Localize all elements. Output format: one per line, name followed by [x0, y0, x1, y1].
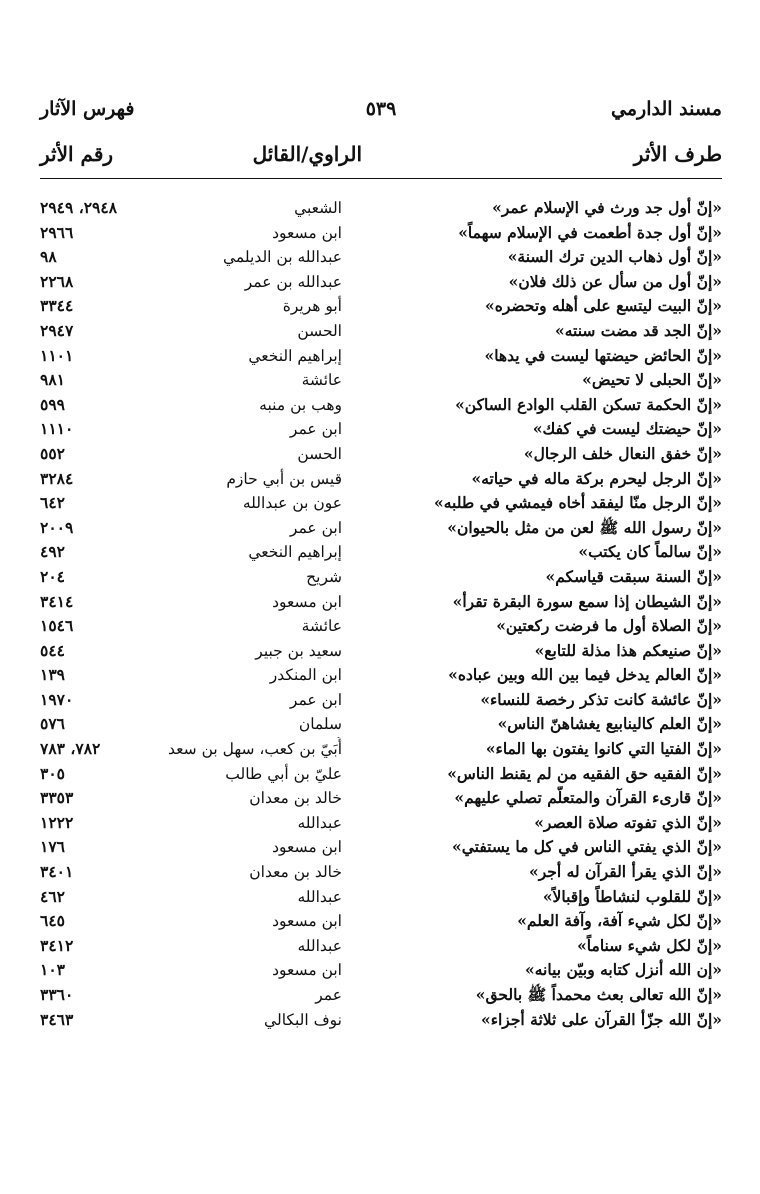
rawi-text: إبراهيم النخعي — [248, 346, 342, 365]
athar-text: «إنّ حيضتك ليست في كفك» — [532, 419, 722, 439]
section-title: فهرس الآثار — [40, 98, 135, 120]
table-row — [40, 934, 722, 959]
athar-number: ٦٤٢ — [40, 493, 65, 513]
athar-number: ٣٤١٤ — [40, 591, 74, 611]
rawi-text: ابن مسعود — [272, 912, 342, 931]
rawi-text: ابن مسعود — [272, 961, 342, 980]
table-row — [40, 786, 722, 811]
athar-text: «إنّ لكل شيء سناماً» — [577, 935, 722, 955]
athar-text: «إن الله أنزل كتابه وبيّن بيانه» — [525, 960, 722, 980]
athar-text: «إنّ خفق النعال خلف الرجال» — [523, 443, 722, 463]
column-headers — [40, 142, 722, 176]
table-row — [40, 540, 722, 565]
rawi-text: أُبَيّ بن كعب، سهل بن سعد — [168, 740, 342, 759]
table-row — [40, 393, 722, 418]
athar-text: «إنّ الذي تفوته صلاة العصر» — [534, 812, 722, 832]
athar-number: ٩٨١ — [40, 370, 65, 390]
athar-text: «إنّ عائشة كانت تذكر رخصة للنساء» — [480, 689, 722, 709]
athar-text: «إنّ الحبلى لا تحيض» — [582, 370, 722, 390]
rawi-text: نوف البكالي — [264, 1010, 342, 1029]
athar-number: ٤٦٢ — [40, 886, 65, 906]
table-row — [40, 319, 722, 344]
athar-text: «إنّ صنيعكم هذا مذلة للتابع» — [534, 640, 722, 660]
rawi-text: عمر — [315, 986, 342, 1004]
table-row — [40, 491, 722, 516]
book-title: مسند الدارمي — [611, 98, 722, 120]
athar-number: ٥٧٦ — [40, 714, 65, 734]
athar-number: ١٧٦ — [40, 837, 65, 857]
table-row — [40, 958, 722, 983]
athar-number: ٣٤١٢ — [40, 935, 74, 955]
table-row — [40, 467, 722, 492]
rawi-text: عائشة — [301, 371, 342, 390]
athar-text: «إنّ أول من سأل عن ذلك فلان» — [508, 271, 722, 291]
rawi-text: قيس بن أبي حازم — [226, 469, 342, 488]
table-row — [40, 196, 722, 221]
athar-text: «إنّ الفتيا التي كانوا يفتون بها الماء» — [485, 739, 722, 759]
athar-number: ٢٢٦٨ — [40, 271, 74, 291]
rawi-text: عون بن عبدالله — [242, 494, 342, 513]
athar-number: ٣٣٥٣ — [40, 788, 74, 808]
table-row — [40, 565, 722, 590]
athar-text: «إنّ العالم يدخل فيما بين الله وبين عباده» — [448, 665, 722, 685]
athar-text: «إنّ الجد قد مضت سنته» — [555, 320, 722, 340]
table-row — [40, 688, 722, 713]
athar-number: ٣٢٨٤ — [40, 468, 74, 488]
athar-number: ١١١٠ — [40, 419, 74, 439]
column-header-number: رقم الأثر — [40, 142, 114, 166]
table-row — [40, 270, 722, 295]
athar-text: «إنّ رسول الله ﷺ لعن من مثل بالحيوان» — [447, 517, 722, 537]
rawi-text: الشعبي — [294, 199, 342, 217]
running-head — [40, 98, 722, 128]
athar-number: ٢٠٤ — [40, 566, 65, 586]
athar-text: «إنّ الشيطان إذا سمع سورة البقرة تقرأ» — [452, 591, 722, 611]
athar-text: «إنّ للقلوب لنشاطاً وإقبالاً» — [542, 886, 722, 906]
table-row — [40, 663, 722, 688]
rawi-text: عبدالله بن عمر — [244, 272, 342, 291]
table-row — [40, 983, 722, 1008]
index-table — [40, 196, 722, 1032]
table-row — [40, 762, 722, 787]
athar-text: «إنّ لكل شيء آفة، وآفة العلم» — [517, 911, 722, 931]
table-row — [40, 614, 722, 639]
athar-number: ٣٤٠١ — [40, 862, 74, 882]
athar-number: ١٩٧٠ — [40, 689, 74, 709]
athar-number: ١٢٢٢ — [40, 812, 74, 832]
table-row — [40, 835, 722, 860]
table-row — [40, 245, 722, 270]
athar-number: ٩٨ — [40, 247, 57, 267]
athar-text: «إنّ الحكمة تسكن القلب الوادع الساكن» — [455, 394, 722, 414]
rawi-text: عبدالله بن الديلمي — [223, 248, 342, 267]
table-row — [40, 442, 722, 467]
athar-number: ٥٩٩ — [40, 394, 65, 414]
athar-number: ١١٠١ — [40, 345, 74, 365]
rawi-text: عليّ بن أبي طالب — [225, 764, 342, 783]
rawi-text: سعيد بن جبير — [255, 641, 342, 660]
athar-number: ٦٤٥ — [40, 911, 65, 931]
athar-number: ٣٣٤٤ — [40, 296, 74, 316]
rawi-text: وهب بن منبه — [259, 395, 342, 414]
athar-number: ٣٠٥ — [40, 763, 65, 783]
rawi-text: الحسن — [297, 444, 342, 463]
rawi-text: ابن مسعود — [272, 838, 342, 857]
athar-number: ٢٠٠٩ — [40, 517, 74, 537]
athar-text: «إنّ الصلاة أول ما فرضت ركعتين» — [496, 616, 722, 636]
rawi-text: ابن عمر — [289, 420, 342, 439]
column-header-athar: طرف الأثر — [633, 142, 722, 166]
athar-text: «إنّ الحائض حيضتها ليست في يدها» — [484, 345, 722, 365]
table-row — [40, 294, 722, 319]
athar-text: «إنّ أول ذهاب الدين ترك السنة» — [507, 247, 722, 267]
athar-text: «إنّ الرجل ليحرم بركة ماله في حياته» — [471, 468, 722, 488]
athar-text: «إنّ قارىء القرآن والمتعلّم تصلي عليهم» — [454, 788, 722, 808]
table-row — [40, 1008, 722, 1033]
table-row — [40, 221, 722, 246]
athar-text: «إنّ الله جزّأ القرآن على ثلاثة أجزاء» — [481, 1009, 722, 1029]
athar-number: ٧٨٢، ٧٨٣ — [40, 739, 101, 759]
table-row — [40, 417, 722, 442]
rawi-text: عبدالله — [297, 887, 342, 906]
athar-text: «إنّ الذي يقرأ القرآن له أجر» — [529, 862, 722, 882]
rawi-text: ابن المنكدر — [269, 666, 342, 685]
athar-text: «إنّ الذي يفتي الناس في كل ما يستفتي» — [452, 837, 722, 857]
rawi-text: عائشة — [301, 617, 342, 636]
athar-number: ٢٩٤٧ — [40, 320, 74, 340]
athar-text: «إنّ الفقيه حق الفقيه من لم يقنط الناس» — [447, 763, 722, 783]
rawi-text: سلمان — [298, 715, 342, 734]
athar-number: ٥٥٢ — [40, 443, 65, 463]
table-row — [40, 344, 722, 369]
athar-text: «إنّ السنة سبقت قياسكم» — [545, 566, 722, 586]
table-row — [40, 885, 722, 910]
athar-text: «إنّ أول جدة أطعمت في الإسلام سهماً» — [458, 222, 722, 242]
athar-text: «إنّ أول جد ورث في الإسلام عمر» — [492, 198, 722, 217]
athar-number: ٣٣٦٠ — [40, 985, 74, 1004]
table-row — [40, 712, 722, 737]
rawi-text: خالد بن معدان — [249, 789, 342, 808]
athar-text: «إنّ سالماً كان يكتب» — [578, 542, 722, 562]
athar-number: ٣٤٦٣ — [40, 1009, 74, 1029]
athar-number: ١٣٩ — [40, 665, 65, 685]
table-row — [40, 368, 722, 393]
rawi-text: عبدالله — [297, 936, 342, 955]
column-header-rawi: الراوي/القائل — [252, 142, 362, 166]
rawi-text: ابن مسعود — [272, 223, 342, 242]
rawi-text: عبدالله — [297, 813, 342, 832]
rawi-text: ابن مسعود — [272, 592, 342, 611]
athar-number: ٢٩٤٨، ٢٩٤٩ — [40, 198, 118, 217]
athar-text: «إنّ الله تعالى بعث محمداً ﷺ بالحق» — [475, 985, 722, 1004]
athar-number: ١٠٣ — [40, 960, 65, 980]
rawi-text: خالد بن معدان — [249, 863, 342, 882]
table-row — [40, 860, 722, 885]
athar-text: «إنّ الرجل منّا ليفقد أخاه فيمشي في طلبه» — [434, 493, 722, 513]
athar-number: ٢٩٦٦ — [40, 222, 74, 242]
athar-text: «إنّ البيت ليتسع على أهله وتحضره» — [485, 296, 722, 316]
rawi-text: الحسن — [297, 321, 342, 340]
athar-number: ٤٩٢ — [40, 542, 65, 562]
rawi-text: شريح — [306, 567, 342, 586]
header-rule — [40, 178, 722, 179]
table-row — [40, 811, 722, 836]
table-row — [40, 516, 722, 541]
athar-number: ١٥٤٦ — [40, 616, 74, 636]
rawi-text: أبو هريرة — [282, 297, 342, 316]
table-row — [40, 737, 722, 762]
table-row — [40, 909, 722, 934]
rawi-text: إبراهيم النخعي — [248, 543, 342, 562]
table-row — [40, 639, 722, 664]
rawi-text: ابن عمر — [289, 518, 342, 537]
table-row — [40, 590, 722, 615]
athar-text: «إنّ العلم كالينابيع يغشاهنّ الناس» — [497, 714, 722, 734]
rawi-text: ابن عمر — [289, 690, 342, 709]
athar-number: ٥٤٤ — [40, 640, 65, 660]
page-number: ٥٣٩ — [365, 98, 397, 120]
